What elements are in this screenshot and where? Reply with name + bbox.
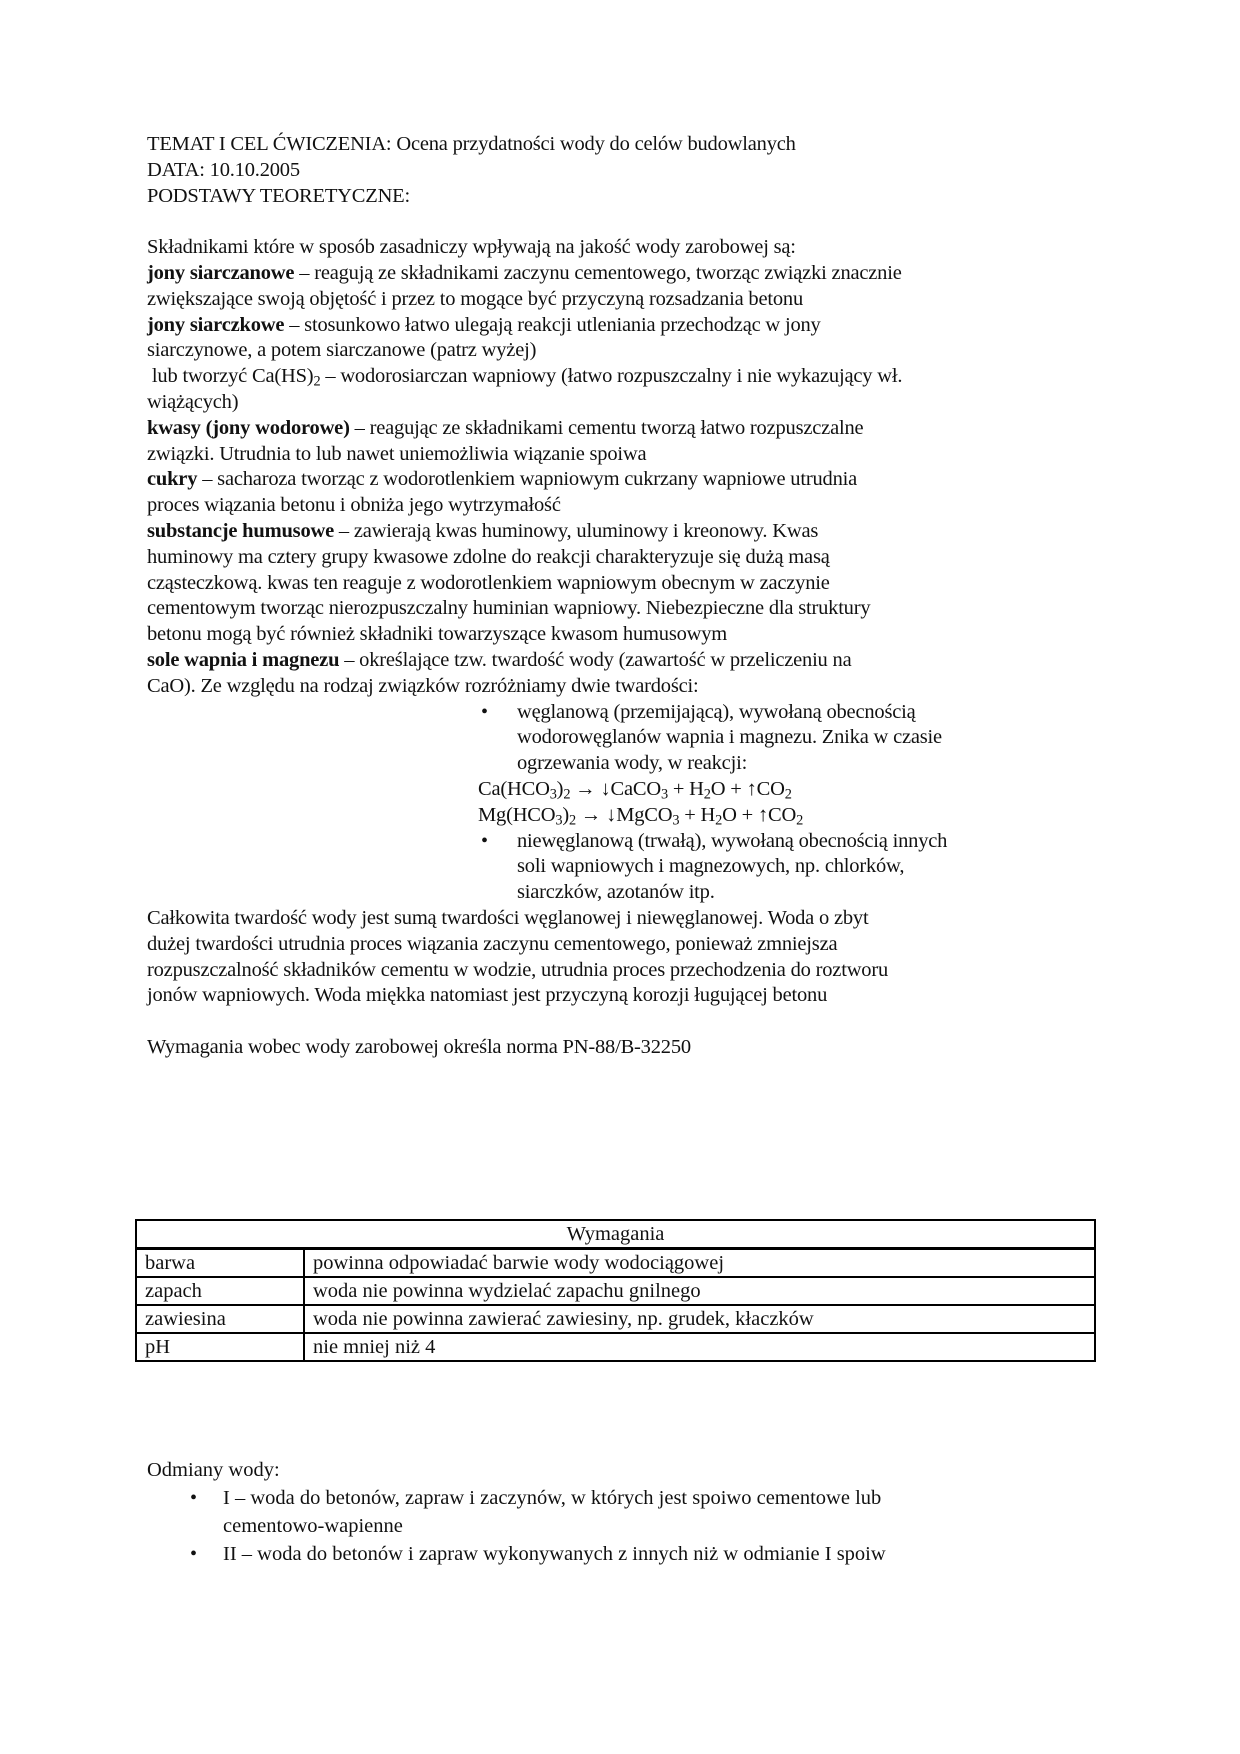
desc: – stosunkowo łatwo ulegają reakcji utleniania przechodząc w jony (284, 313, 821, 336)
intro-line: Składnikami które w sposób zasadniczy wpływają na jakość wody zarobowej są: (147, 236, 796, 259)
component-sulfide (147, 313, 1107, 365)
desc-cont: związki. Utrudnia to lub nawet uniemożliwia wiązanie spoiwa (147, 442, 647, 465)
para-line: Całkowita twardość wody jest sumą twardości węglanowej i niewęglanowej. Woda o zbyt (147, 906, 869, 929)
req-value: nie mniej niż 4 (304, 1333, 1095, 1361)
formula-mg: $Mg(HCO_3)_2$ → ↓MgCO$_3$ + $H_2O$ + $↑CO_2$ (478, 803, 804, 829)
bullet-icon: • (481, 829, 488, 852)
table-row (136, 1333, 1095, 1361)
req-key: pH (136, 1333, 304, 1361)
table-row (136, 1249, 1095, 1278)
req-value: woda nie powinna wydzielać zapachu gnilnego (304, 1277, 1095, 1305)
list-item-noncarbonate (478, 829, 1078, 906)
list-item-variety-2 (190, 1540, 1107, 1568)
varieties-title: Odmiany wody: (147, 1459, 280, 1481)
term: substancje humusowe (147, 519, 334, 542)
item-text: soli wapniowych i magnezowych, np. chlorków, (517, 855, 905, 878)
desc: – reagują ze składnikami zaczynu cementowego, tworząc związki znacznie (294, 261, 902, 284)
norm-line: Wymagania wobec wody zarobowej określa norma PN-88/B-32250 (147, 1035, 691, 1058)
bullet-icon: • (190, 1543, 198, 1565)
desc: – określające tzw. twardość wody (zawartość w przeliczeniu na (339, 648, 852, 671)
para-line: dużej twardości utrudnia proces wiązania zaczynu cementowego, ponieważ zmniejsza (147, 932, 838, 955)
theory-heading: PODSTAWY TEORETYCZNE: (147, 184, 410, 207)
component-sugars (147, 467, 1107, 519)
req-key: zapach (136, 1277, 304, 1305)
desc: – reagując ze składnikami cementu tworzą łatwo rozpuszczalne (349, 416, 864, 439)
bullet-icon: • (190, 1487, 198, 1509)
date-line: DATA: 10.10.2005 (147, 158, 300, 181)
bullet-icon: • (481, 700, 488, 723)
varieties-section (147, 1456, 1107, 1568)
para-line: rozpuszczalność składników cementu w wodzie, utrudnia proces przechodzenia do roztworu (147, 958, 889, 981)
item-text: ogrzewania wody, w reakcji: (517, 752, 748, 775)
item-text: II – woda do betonów i zapraw wykonywanych z innych niż w odmianie I spoiw (223, 1543, 886, 1565)
requirements-table (135, 1219, 1096, 1362)
component-sulfate (147, 261, 1107, 313)
desc: – sacharoza tworząc z wodorotlenkiem wapniowym cukrzany wapniowe utrudnia (197, 468, 858, 491)
table-header: Wymagania (136, 1220, 1095, 1249)
item-text: siarczków, azotanów itp. (517, 881, 715, 904)
topic-line: TEMAT I CEL ĆWICZENIA: Ocena przydatności wody do celów budowlanych (147, 133, 796, 155)
list-item-variety-1 (190, 1484, 1107, 1540)
component-acids (147, 416, 1107, 468)
hs-post: – wodorosiarczan wapniowy (łatwo rozpuszczalny i nie wykazujący wł. (320, 365, 903, 388)
desc-cont: CaO). Ze względu na rodzaj związków rozróżniamy dwie twardości: (147, 674, 699, 697)
desc-cont: huminowy ma cztery grupy kwasowe zdolne do reakcji charakteryzuje się dużą masą (147, 545, 830, 568)
table-row (136, 1305, 1095, 1333)
list-item-carbonate (478, 700, 1078, 777)
desc-cont: cementowym tworząc nierozpuszczalny huminian wapniowy. Niebezpieczne dla struktury (147, 597, 871, 620)
item-text: I – woda do betonów, zapraw i zaczynów, w których jest spoiwo cementowe lub (223, 1487, 882, 1509)
formula-ca: $Ca(HCO_3)_2$ → ↓CaCO$_3$ + $H_2O$ + $↑CO_2$ (478, 777, 792, 803)
desc-cont: cząsteczkową. kwas ten reaguje z wodorotlenkiem wapniowym obecnym w zaczynie (147, 571, 830, 594)
desc: – zawierają kwas huminowy, uluminowy i kreonowy. Kwas (334, 519, 819, 542)
desc-cont: betonu mogą być również składniki towarzyszące kwasom humusowym (147, 623, 728, 646)
item-text: wodorowęglanów wapnia i magnezu. Znika w czasie (517, 726, 942, 749)
term: jony siarczanowe (147, 261, 295, 284)
table-row (136, 1277, 1095, 1305)
component-salts (147, 648, 1107, 700)
item-text: cementowo-wapienne (223, 1515, 403, 1537)
hardness-list (478, 700, 1078, 906)
document-body (147, 132, 1107, 1061)
para-line: jonów wapniowych. Woda miękka natomiast jest przyczyną korozji ługującej betonu (147, 984, 828, 1007)
hs-sub: 2 (313, 373, 321, 390)
req-key: zawiesina (136, 1305, 304, 1333)
component-humus (147, 519, 1107, 648)
hs-note (147, 364, 1107, 416)
desc-cont: zwiększające swoją objętość i przez to mogące być przyczyną rozsadzania betonu (147, 287, 804, 310)
item-text: węglanową (przemijającą), wywołaną obecnością (517, 700, 916, 723)
req-value: woda nie powinna zawierać zawiesiny, np. grudek, kłaczków (304, 1305, 1095, 1333)
hs-cont: wiążących) (147, 390, 239, 413)
total-hardness-paragraph (147, 906, 1107, 1009)
term: cukry (147, 468, 198, 491)
item-text: niewęglanową (trwałą), wywołaną obecnością innych (517, 829, 948, 852)
term: sole wapnia i magnezu (147, 648, 340, 671)
desc-cont: proces wiązania betonu i obniża jego wytrzymałość (147, 494, 561, 517)
term: kwasy (jony wodorowe) (147, 416, 350, 439)
req-value: powinna odpowiadać barwie wody wodociągowej (304, 1249, 1095, 1278)
desc-cont: siarczynowe, a potem siarczanowe (patrz wyżej) (147, 339, 537, 362)
term: jony siarczkowe (147, 313, 285, 336)
hs-pre: lub tworzyć Ca(HS) (147, 365, 314, 388)
req-key: barwa (136, 1249, 304, 1278)
